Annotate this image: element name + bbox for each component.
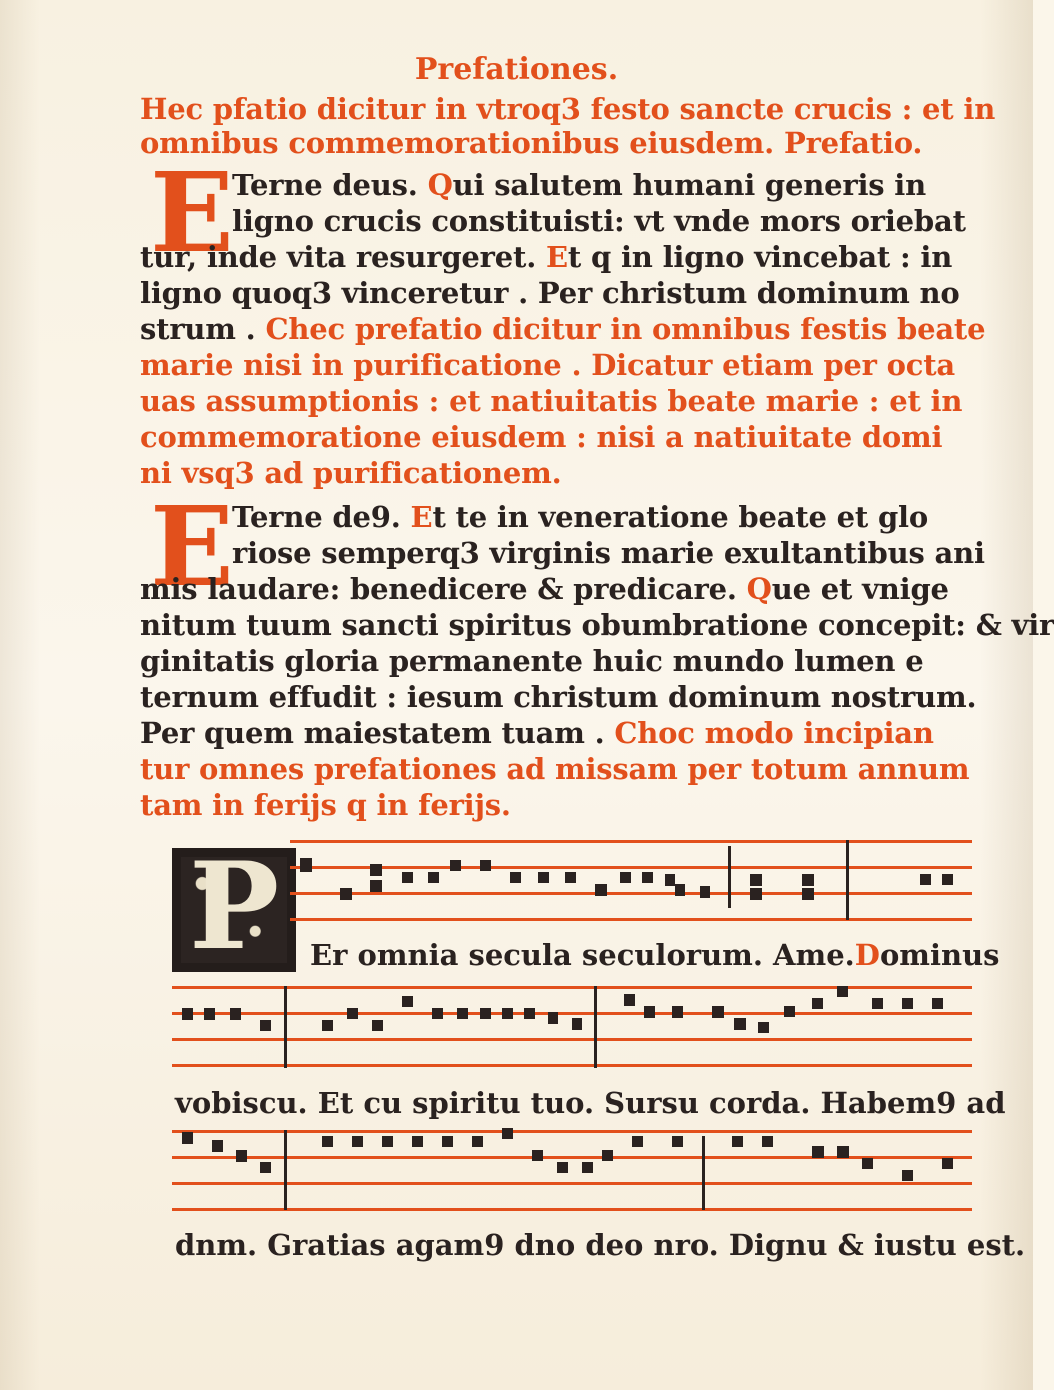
neume-note bbox=[942, 1158, 953, 1169]
text-rest: t te in veneratione beate et glo bbox=[432, 500, 929, 534]
neume-note bbox=[182, 1008, 193, 1020]
text-line bbox=[140, 240, 970, 274]
text-black: strum . bbox=[140, 312, 256, 346]
neume-note bbox=[502, 1008, 513, 1019]
staff-lines bbox=[172, 1130, 972, 1211]
staff-line bbox=[172, 1064, 972, 1067]
staff-line bbox=[172, 1012, 972, 1015]
neume-note bbox=[732, 1136, 743, 1147]
rubric-line: tur omnes prefationes ad missam per totum annum bbox=[140, 752, 970, 786]
staff-line bbox=[172, 1182, 972, 1185]
neume-note bbox=[632, 1136, 643, 1147]
text-black: mis laudare: benedicere & predicare. bbox=[140, 572, 737, 606]
neume-note bbox=[372, 1020, 383, 1031]
neume-note bbox=[548, 1012, 558, 1024]
staff-line bbox=[290, 918, 972, 921]
neume-note bbox=[204, 1008, 215, 1020]
rubric-line: marie nisi in purificatione . Dicatur etiam per octa bbox=[140, 348, 956, 382]
neume-note bbox=[260, 1020, 271, 1031]
neume-note bbox=[450, 860, 461, 871]
neume-note bbox=[620, 872, 631, 883]
text-line: ternum effudit : iesum christum dominum nostrum. bbox=[140, 680, 977, 714]
neume-note bbox=[862, 1158, 873, 1169]
rubric-line: commemoratione eiusdem : nisi a natiuitate domi bbox=[140, 420, 943, 454]
neume-note bbox=[230, 1008, 241, 1020]
lyric-red: D bbox=[854, 938, 880, 972]
neume-note bbox=[322, 1136, 333, 1147]
neume-note bbox=[457, 1008, 468, 1019]
neume-note bbox=[672, 1136, 683, 1147]
neume-note bbox=[260, 1162, 271, 1173]
neume-note bbox=[812, 1146, 824, 1158]
rubric-line: ni vsq3 ad purificationem. bbox=[140, 456, 562, 490]
staff-line bbox=[290, 840, 972, 843]
neume-note bbox=[602, 1150, 613, 1161]
lyric-line-1 bbox=[310, 938, 1000, 972]
neume-note bbox=[340, 888, 352, 900]
staff-line bbox=[172, 1130, 972, 1133]
bar-line bbox=[728, 846, 731, 908]
neume-note bbox=[837, 1146, 849, 1158]
neume-note bbox=[784, 1006, 795, 1017]
text-line: ligno crucis constituisti: vt vnde mors oriebat bbox=[232, 204, 966, 238]
neume-note bbox=[642, 872, 653, 883]
neume-note bbox=[734, 1018, 746, 1030]
decorated-initial-p bbox=[172, 836, 296, 977]
neume-note bbox=[532, 1150, 543, 1161]
neume-note bbox=[902, 998, 913, 1009]
neume-note bbox=[370, 880, 382, 892]
neume-note bbox=[236, 1150, 247, 1162]
neume-note bbox=[920, 874, 931, 885]
rubric-line-2: omnibus commemorationibus eiusdem. Prefatio. bbox=[140, 126, 923, 160]
lyric-rest: ominus bbox=[879, 938, 1000, 972]
neume-note bbox=[712, 1006, 724, 1018]
staff-line bbox=[172, 1208, 972, 1211]
neume-note bbox=[182, 1132, 193, 1144]
neume-note bbox=[758, 1022, 769, 1033]
rubric-line: tam in ferijs q in ferijs. bbox=[140, 788, 511, 822]
neume-note bbox=[212, 1140, 223, 1152]
text-line bbox=[140, 572, 970, 606]
initial-e-1: E bbox=[150, 148, 234, 277]
neume-note bbox=[750, 874, 762, 886]
neume-note bbox=[932, 998, 943, 1009]
text-rest: ue et vnige bbox=[771, 572, 949, 606]
bar-line bbox=[846, 840, 849, 920]
neume-note bbox=[644, 1006, 655, 1018]
neume-note bbox=[942, 874, 953, 885]
text-line bbox=[140, 716, 970, 750]
neume-note bbox=[432, 1008, 443, 1019]
staff-line bbox=[172, 1038, 972, 1041]
neume-note bbox=[812, 998, 823, 1009]
text-black: Terne de9. bbox=[232, 500, 401, 534]
neume-note bbox=[480, 860, 491, 871]
lyric-line-3: dnm. Gratias agam9 dno deo nro. Dignu & iustu est. bbox=[175, 1228, 1026, 1262]
neume-note bbox=[300, 858, 312, 872]
neume-note bbox=[572, 1018, 582, 1030]
staff-line bbox=[290, 866, 972, 869]
neume-note bbox=[557, 1162, 568, 1173]
text-line: nitum tuum sancti spiritus obumbratione concepit: & vir bbox=[140, 608, 1054, 642]
text-red: Chec prefatio dicitur in omnibus festis beate bbox=[265, 312, 986, 346]
bar-line bbox=[284, 986, 287, 1068]
staff-line bbox=[290, 892, 972, 895]
neume-note bbox=[750, 888, 762, 900]
text-red: E bbox=[410, 500, 433, 534]
text-rest: ui salutem humani generis in bbox=[452, 168, 926, 202]
text-rest: t q in ligno vincebat : in bbox=[567, 240, 953, 274]
neume-note bbox=[762, 1136, 773, 1147]
music-staff-2 bbox=[172, 968, 972, 1078]
text-line: riose semperq3 virginis marie exultantibus ani bbox=[232, 536, 985, 570]
rubric-line: uas assumptionis : et natiuitatis beate marie : et in bbox=[140, 384, 963, 418]
rubric-line-1: Hec pfatio dicitur in vtroq3 festo sancte crucis : et in bbox=[140, 92, 996, 126]
neume-note bbox=[565, 872, 576, 883]
text-red: Q bbox=[746, 572, 772, 606]
neume-note bbox=[700, 886, 710, 898]
neume-note bbox=[837, 986, 848, 997]
bar-line bbox=[702, 1136, 705, 1210]
lyric-black: Er omnia secula seculorum. Ame. bbox=[310, 938, 855, 972]
music-staff-1 bbox=[290, 830, 972, 940]
text-black: Terne deus. bbox=[232, 168, 418, 202]
neume-note bbox=[675, 884, 685, 896]
neume-note bbox=[582, 1162, 593, 1173]
neume-note bbox=[370, 864, 382, 876]
neume-note bbox=[322, 1020, 333, 1031]
page-title: Prefationes. bbox=[414, 52, 619, 87]
neume-note bbox=[402, 996, 413, 1007]
neume-note bbox=[595, 884, 607, 896]
neume-note bbox=[472, 1136, 483, 1147]
text-red: E bbox=[546, 240, 568, 274]
neume-note bbox=[902, 1170, 913, 1181]
staff-line bbox=[172, 986, 972, 989]
text-line bbox=[140, 312, 986, 346]
neume-note bbox=[402, 872, 413, 883]
text-line bbox=[232, 168, 972, 202]
bar-line bbox=[284, 1130, 287, 1210]
text-black: tur, inde vita resurgeret. bbox=[140, 240, 537, 274]
neume-note bbox=[347, 1008, 358, 1019]
text-line bbox=[232, 500, 972, 534]
initial-e-2: E bbox=[150, 482, 234, 611]
text-black: Per quem maiestatem tuam . bbox=[140, 716, 605, 750]
neume-note bbox=[382, 1136, 393, 1147]
text-line: ginitatis gloria permanente huic mundo lumen e bbox=[140, 644, 924, 678]
neume-note bbox=[538, 872, 549, 883]
initial-letter: P bbox=[189, 836, 280, 977]
text-red: Q bbox=[427, 168, 453, 202]
neume-note bbox=[872, 998, 883, 1009]
text-red: Choc modo incipian bbox=[614, 716, 934, 750]
neume-note bbox=[524, 1008, 535, 1019]
neume-note bbox=[502, 1128, 513, 1139]
neume-note bbox=[352, 1136, 363, 1147]
text-line: ligno quoq3 vinceretur . Per christum dominum no bbox=[140, 276, 960, 310]
neume-note bbox=[672, 1006, 683, 1018]
staff-line bbox=[172, 1156, 972, 1159]
neume-note bbox=[428, 872, 439, 883]
neume-note bbox=[802, 888, 814, 900]
neume-note bbox=[624, 994, 635, 1006]
music-staff-3 bbox=[172, 1110, 972, 1220]
neume-note bbox=[480, 1008, 491, 1019]
neume-note bbox=[412, 1136, 423, 1147]
neume-note bbox=[802, 874, 814, 886]
neume-note bbox=[665, 874, 675, 886]
lyric-line-2: vobiscu. Et cu spiritu tuo. Sursu corda. Habem9 ad bbox=[175, 1086, 1006, 1120]
neume-note bbox=[442, 1136, 453, 1147]
neume-note bbox=[510, 872, 521, 883]
bar-line bbox=[594, 986, 597, 1068]
